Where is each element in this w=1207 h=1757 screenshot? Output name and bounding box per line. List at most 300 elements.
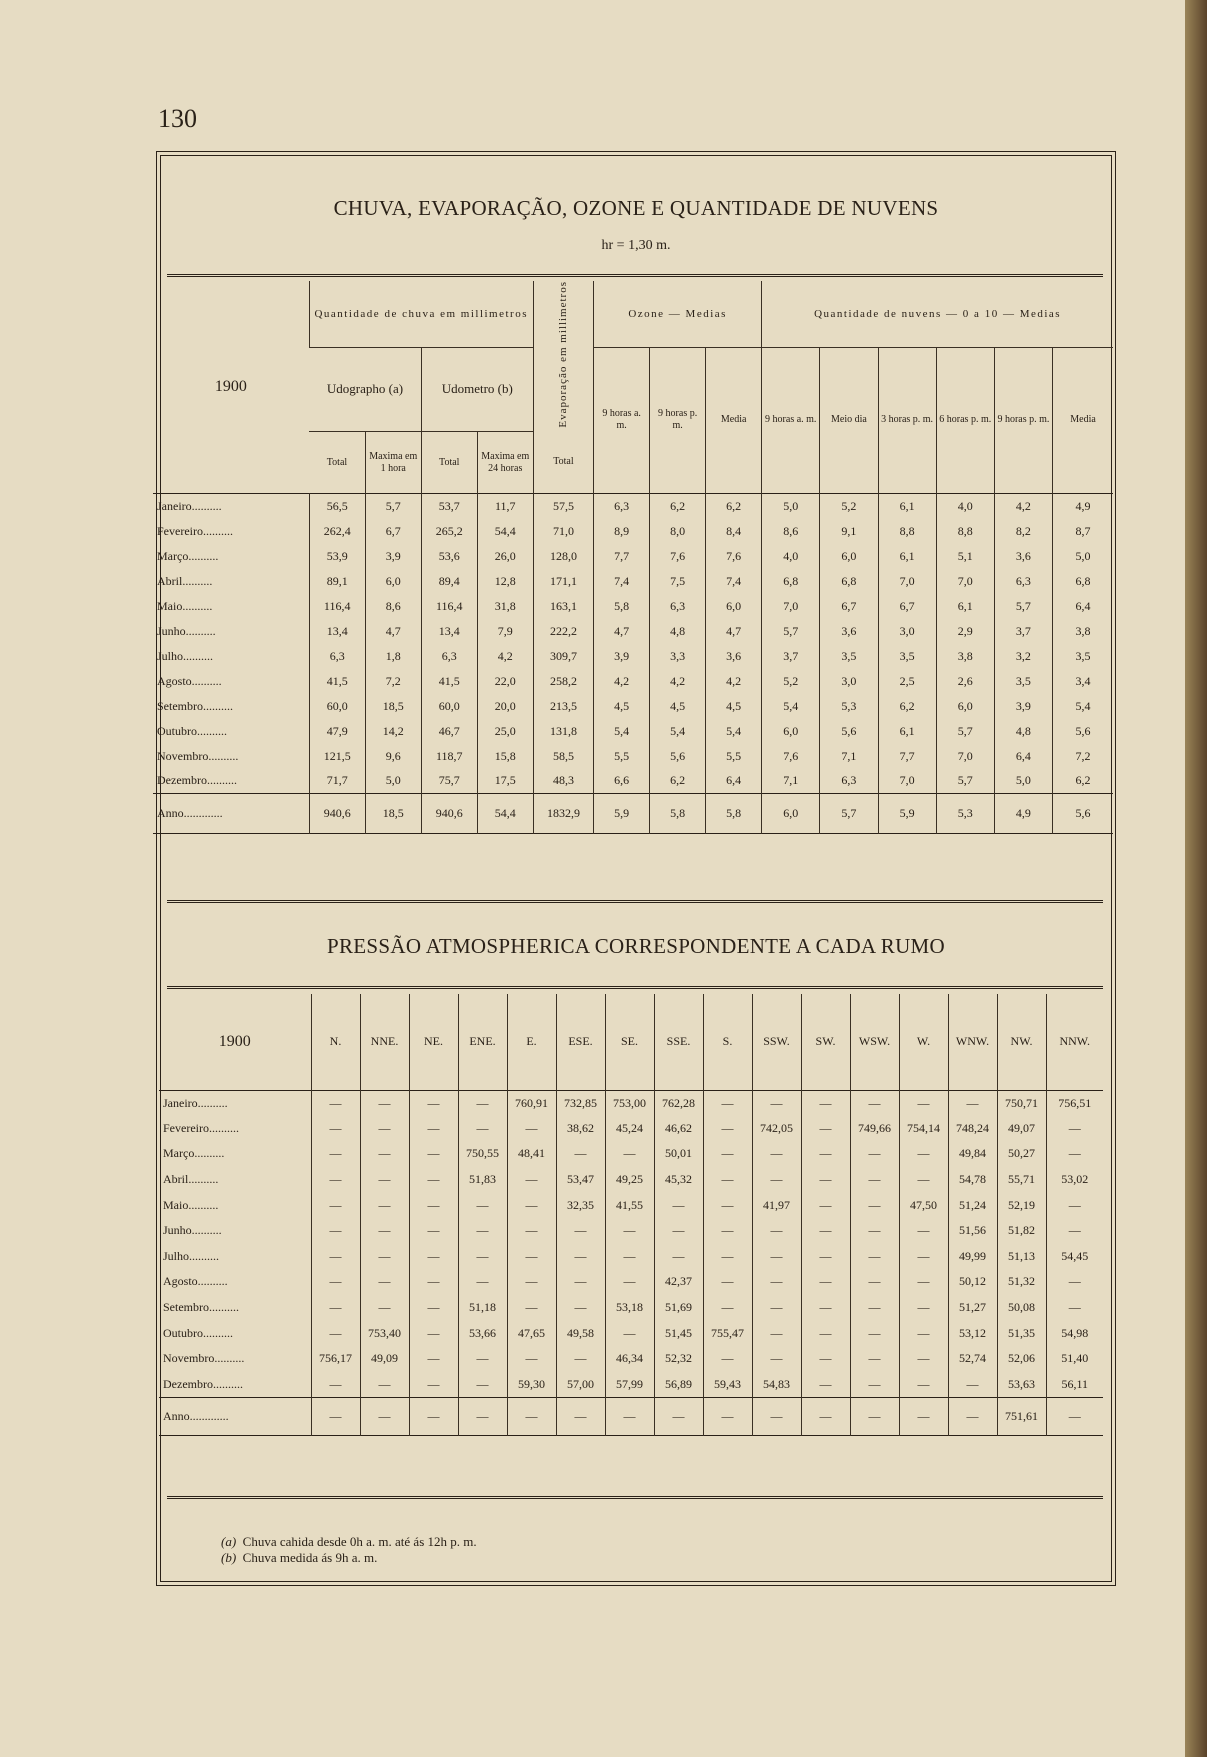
clouds-noon-header: Meio dia: [820, 347, 878, 494]
value-cell: —: [703, 1192, 752, 1218]
value-cell: —: [801, 1295, 850, 1321]
value-cell: 53,6: [421, 544, 477, 569]
direction-header: SSW.: [752, 994, 801, 1090]
value-cell: 4,2: [994, 494, 1052, 519]
value-cell: 13,4: [421, 619, 477, 644]
value-cell: —: [605, 1320, 654, 1346]
value-cell: 75,7: [421, 769, 477, 794]
value-cell: 5,0: [365, 769, 421, 794]
value-cell: —: [703, 1295, 752, 1321]
value-cell: 89,4: [421, 569, 477, 594]
value-cell: 46,62: [654, 1116, 703, 1142]
value-cell: —: [752, 1218, 801, 1244]
value-cell: 7,0: [936, 744, 994, 769]
value-cell: —: [801, 1372, 850, 1398]
value-cell: 51,24: [948, 1192, 997, 1218]
value-cell: 3,3: [650, 644, 706, 669]
value-cell: 5,4: [706, 719, 762, 744]
value-cell: 89,1: [309, 569, 365, 594]
value-cell: —: [1046, 1141, 1103, 1167]
value-cell: 12,8: [477, 569, 533, 594]
month-label: Anno.............: [157, 806, 223, 821]
value-cell: 53,18: [605, 1295, 654, 1321]
rain-row: [153, 644, 1113, 669]
clouds-header: Quantidade de nuvens — 0 a 10 — Medias: [762, 281, 1113, 347]
value-cell: 6,7: [878, 594, 936, 619]
value-cell: —: [703, 1397, 752, 1435]
value-cell: 5,0: [994, 769, 1052, 794]
value-cell: 6,2: [706, 494, 762, 519]
value-cell: 265,2: [421, 519, 477, 544]
value-cell: —: [899, 1244, 948, 1270]
value-cell: 3,8: [1053, 619, 1113, 644]
value-cell: —: [311, 1244, 360, 1270]
value-cell: 53,9: [309, 544, 365, 569]
value-cell: —: [360, 1167, 409, 1193]
value-cell: 31,8: [477, 594, 533, 619]
value-cell: 20,0: [477, 694, 533, 719]
value-cell: —: [703, 1116, 752, 1142]
value-cell: 9,6: [365, 744, 421, 769]
value-cell: 3,9: [994, 694, 1052, 719]
value-cell: 5,7: [936, 719, 994, 744]
value-cell: —: [850, 1244, 899, 1270]
value-cell: —: [850, 1192, 899, 1218]
value-cell: 5,8: [706, 794, 762, 834]
value-cell: 4,2: [706, 669, 762, 694]
value-cell: —: [899, 1295, 948, 1321]
value-cell: —: [556, 1397, 605, 1435]
value-cell: —: [899, 1372, 948, 1398]
value-cell: 7,4: [594, 569, 650, 594]
clouds-9am-header: 9 horas a. m.: [762, 347, 820, 494]
month-label: Dezembro..........: [157, 773, 237, 788]
direction-header: ENE.: [458, 994, 507, 1090]
direction-header: E.: [507, 994, 556, 1090]
value-cell: 213,5: [533, 694, 593, 719]
value-cell: —: [703, 1269, 752, 1295]
value-cell: —: [1046, 1269, 1103, 1295]
clouds-3pm-header: 3 horas p. m.: [878, 347, 936, 494]
value-cell: 6,2: [878, 694, 936, 719]
evaporation-header: Evaporação em millimetros: [533, 281, 593, 432]
value-cell: 4,5: [650, 694, 706, 719]
value-cell: 54,45: [1046, 1244, 1103, 1270]
value-cell: 56,11: [1046, 1372, 1103, 1398]
value-cell: 6,0: [936, 694, 994, 719]
value-cell: 14,2: [365, 719, 421, 744]
evaporation-total-header: Total: [533, 432, 593, 494]
month-label: Julho..........: [157, 648, 214, 663]
value-cell: 1832,9: [533, 794, 593, 834]
value-cell: 50,08: [997, 1295, 1046, 1321]
value-cell: 3,0: [820, 669, 878, 694]
value-cell: —: [899, 1218, 948, 1244]
value-cell: —: [311, 1218, 360, 1244]
value-cell: 6,4: [706, 769, 762, 794]
pressure-total-row: [159, 1397, 1103, 1435]
value-cell: 754,14: [899, 1116, 948, 1142]
value-cell: 53,12: [948, 1320, 997, 1346]
value-cell: 11,7: [477, 494, 533, 519]
value-cell: 41,5: [421, 669, 477, 694]
value-cell: 6,8: [820, 569, 878, 594]
value-cell: 50,27: [997, 1141, 1046, 1167]
value-cell: 3,6: [706, 644, 762, 669]
value-cell: 54,78: [948, 1167, 997, 1193]
value-cell: —: [507, 1116, 556, 1142]
value-cell: 7,7: [878, 744, 936, 769]
value-cell: 6,0: [762, 719, 820, 744]
value-cell: 5,2: [820, 494, 878, 519]
rain-row: [153, 719, 1113, 744]
direction-header: SE.: [605, 994, 654, 1090]
direction-header: WSW.: [850, 994, 899, 1090]
value-cell: 4,8: [994, 719, 1052, 744]
value-cell: 25,0: [477, 719, 533, 744]
month-label: Fevereiro..........: [157, 523, 233, 538]
direction-header: WNW.: [948, 994, 997, 1090]
value-cell: —: [703, 1244, 752, 1270]
divider: [167, 1496, 1103, 1499]
value-cell: 56,5: [309, 494, 365, 519]
value-cell: 51,32: [997, 1269, 1046, 1295]
value-cell: 7,1: [820, 744, 878, 769]
value-cell: 3,7: [762, 644, 820, 669]
pressure-row: [159, 1244, 1103, 1270]
month-label: Dezembro..........: [163, 1376, 243, 1391]
month-label: Abril..........: [157, 573, 213, 588]
rain-row: [153, 494, 1113, 519]
month-label: Outubro..........: [163, 1325, 233, 1340]
clouds-9pm-header: 9 horas p. m.: [994, 347, 1052, 494]
value-cell: —: [850, 1090, 899, 1116]
value-cell: 8,9: [594, 519, 650, 544]
value-cell: 52,74: [948, 1346, 997, 1372]
value-cell: 5,6: [1053, 719, 1113, 744]
value-cell: —: [311, 1269, 360, 1295]
value-cell: 5,7: [762, 619, 820, 644]
value-cell: 6,7: [820, 594, 878, 619]
value-cell: 6,1: [936, 594, 994, 619]
value-cell: —: [850, 1295, 899, 1321]
pressure-row: [159, 1269, 1103, 1295]
value-cell: 7,5: [650, 569, 706, 594]
value-cell: —: [654, 1244, 703, 1270]
page-number: 130: [158, 104, 197, 133]
value-cell: —: [605, 1141, 654, 1167]
value-cell: —: [458, 1244, 507, 1270]
value-cell: —: [507, 1244, 556, 1270]
value-cell: —: [801, 1141, 850, 1167]
value-cell: 4,8: [650, 619, 706, 644]
value-cell: 45,32: [654, 1167, 703, 1193]
value-cell: 6,7: [365, 519, 421, 544]
value-cell: 5,4: [762, 694, 820, 719]
month-label: Anno.............: [163, 1408, 229, 1423]
pressure-year-label: 1900: [218, 1032, 251, 1050]
value-cell: 3,5: [820, 644, 878, 669]
value-cell: 940,6: [421, 794, 477, 834]
value-cell: 51,35: [997, 1320, 1046, 1346]
value-cell: —: [311, 1141, 360, 1167]
value-cell: 2,5: [878, 669, 936, 694]
value-cell: 52,19: [997, 1192, 1046, 1218]
value-cell: 6,2: [1053, 769, 1113, 794]
value-cell: 5,8: [650, 794, 706, 834]
value-cell: —: [360, 1090, 409, 1116]
value-cell: 53,7: [421, 494, 477, 519]
value-cell: 46,34: [605, 1346, 654, 1372]
value-cell: 7,6: [706, 544, 762, 569]
value-cell: 4,7: [365, 619, 421, 644]
value-cell: —: [850, 1346, 899, 1372]
value-cell: 54,98: [1046, 1320, 1103, 1346]
value-cell: —: [360, 1192, 409, 1218]
value-cell: —: [360, 1397, 409, 1435]
udographo-max1-header: Maxima em 1 hora: [365, 432, 421, 494]
value-cell: 5,3: [936, 794, 994, 834]
value-cell: —: [458, 1218, 507, 1244]
value-cell: 750,71: [997, 1090, 1046, 1116]
value-cell: 755,47: [703, 1320, 752, 1346]
month-label: Abril..........: [163, 1172, 219, 1187]
value-cell: 5,4: [594, 719, 650, 744]
value-cell: —: [409, 1295, 458, 1321]
value-cell: 4,7: [594, 619, 650, 644]
tables-frame: [157, 155, 1112, 1582]
direction-header: W.: [899, 994, 948, 1090]
value-cell: —: [703, 1141, 752, 1167]
value-cell: 762,28: [654, 1090, 703, 1116]
value-cell: —: [458, 1192, 507, 1218]
value-cell: 6,0: [706, 594, 762, 619]
value-cell: 50,01: [654, 1141, 703, 1167]
value-cell: —: [556, 1244, 605, 1270]
value-cell: 6,0: [365, 569, 421, 594]
value-cell: 3,5: [878, 644, 936, 669]
value-cell: 3,9: [365, 544, 421, 569]
rain-row: [153, 544, 1113, 569]
clouds-media-header: Media: [1053, 347, 1113, 494]
value-cell: 4,2: [650, 669, 706, 694]
value-cell: 3,7: [994, 619, 1052, 644]
value-cell: 7,0: [878, 569, 936, 594]
pressure-table: [159, 994, 1103, 1436]
value-cell: —: [409, 1167, 458, 1193]
value-cell: 49,84: [948, 1141, 997, 1167]
value-cell: —: [899, 1269, 948, 1295]
rain-total-row: [153, 794, 1113, 834]
value-cell: —: [556, 1295, 605, 1321]
month-label: Maio..........: [163, 1197, 219, 1212]
value-cell: 6,8: [1053, 569, 1113, 594]
value-cell: 5,0: [1053, 544, 1113, 569]
value-cell: 51,40: [1046, 1346, 1103, 1372]
divider: [167, 274, 1103, 277]
value-cell: 6,3: [594, 494, 650, 519]
value-cell: 5,9: [594, 794, 650, 834]
value-cell: 4,0: [762, 544, 820, 569]
value-cell: 6,4: [994, 744, 1052, 769]
value-cell: 4,5: [594, 694, 650, 719]
value-cell: —: [311, 1397, 360, 1435]
rain-row: [153, 769, 1113, 794]
value-cell: 118,7: [421, 744, 477, 769]
value-cell: 128,0: [533, 544, 593, 569]
value-cell: 4,2: [477, 644, 533, 669]
value-cell: —: [311, 1167, 360, 1193]
value-cell: 756,17: [311, 1346, 360, 1372]
value-cell: —: [409, 1397, 458, 1435]
divider: [167, 986, 1103, 989]
value-cell: 4,9: [994, 794, 1052, 834]
value-cell: 56,89: [654, 1372, 703, 1398]
value-cell: 116,4: [421, 594, 477, 619]
value-cell: 5,1: [936, 544, 994, 569]
udometro-total-header: Total: [421, 432, 477, 494]
value-cell: 6,1: [878, 544, 936, 569]
value-cell: 5,7: [365, 494, 421, 519]
value-cell: 18,5: [365, 794, 421, 834]
value-cell: 6,6: [594, 769, 650, 794]
value-cell: —: [360, 1218, 409, 1244]
ozone-9pm-header: 9 horas p. m.: [650, 347, 706, 494]
value-cell: 4,0: [936, 494, 994, 519]
value-cell: —: [703, 1218, 752, 1244]
value-cell: —: [752, 1141, 801, 1167]
value-cell: 753,00: [605, 1090, 654, 1116]
value-cell: 5,9: [878, 794, 936, 834]
value-cell: 7,7: [594, 544, 650, 569]
value-cell: —: [311, 1090, 360, 1116]
value-cell: —: [458, 1269, 507, 1295]
value-cell: —: [752, 1167, 801, 1193]
value-cell: —: [409, 1116, 458, 1142]
ozone-header: Ozone — Medias: [594, 281, 762, 347]
value-cell: —: [605, 1244, 654, 1270]
pressure-row: [159, 1192, 1103, 1218]
value-cell: —: [409, 1141, 458, 1167]
value-cell: 6,1: [878, 494, 936, 519]
value-cell: 51,83: [458, 1167, 507, 1193]
value-cell: 732,85: [556, 1090, 605, 1116]
value-cell: 60,0: [421, 694, 477, 719]
direction-header: SSE.: [654, 994, 703, 1090]
value-cell: —: [360, 1269, 409, 1295]
value-cell: 750,55: [458, 1141, 507, 1167]
rain-row: [153, 744, 1113, 769]
value-cell: —: [801, 1116, 850, 1142]
month-label: Junho..........: [157, 623, 216, 638]
pressure-row: [159, 1320, 1103, 1346]
value-cell: 4,9: [1053, 494, 1113, 519]
value-cell: 15,8: [477, 744, 533, 769]
value-cell: 748,24: [948, 1116, 997, 1142]
value-cell: 2,9: [936, 619, 994, 644]
value-cell: —: [360, 1244, 409, 1270]
pressure-row: [159, 1167, 1103, 1193]
value-cell: 116,4: [309, 594, 365, 619]
value-cell: 6,0: [820, 544, 878, 569]
value-cell: 5,7: [820, 794, 878, 834]
value-cell: 49,09: [360, 1346, 409, 1372]
value-cell: 760,91: [507, 1090, 556, 1116]
value-cell: 41,55: [605, 1192, 654, 1218]
value-cell: 51,82: [997, 1218, 1046, 1244]
value-cell: 7,0: [762, 594, 820, 619]
value-cell: 57,5: [533, 494, 593, 519]
value-cell: 7,6: [650, 544, 706, 569]
value-cell: —: [850, 1269, 899, 1295]
value-cell: 131,8: [533, 719, 593, 744]
value-cell: 8,8: [878, 519, 936, 544]
value-cell: —: [654, 1218, 703, 1244]
value-cell: —: [605, 1397, 654, 1435]
ozone-9am-header: 9 horas a. m.: [594, 347, 650, 494]
direction-header: NNW.: [1046, 994, 1103, 1090]
value-cell: 3,4: [1053, 669, 1113, 694]
value-cell: 38,62: [556, 1116, 605, 1142]
value-cell: —: [850, 1372, 899, 1398]
month-label: Setembro..........: [163, 1300, 239, 1315]
value-cell: —: [801, 1320, 850, 1346]
page-edge: [1185, 0, 1207, 1757]
value-cell: 6,0: [762, 794, 820, 834]
value-cell: 7,2: [1053, 744, 1113, 769]
value-cell: —: [1046, 1116, 1103, 1142]
value-cell: 749,66: [850, 1116, 899, 1142]
rain-row: [153, 669, 1113, 694]
value-cell: 6,3: [820, 769, 878, 794]
value-cell: —: [1046, 1295, 1103, 1321]
value-cell: 7,6: [762, 744, 820, 769]
value-cell: 71,7: [309, 769, 365, 794]
value-cell: 59,30: [507, 1372, 556, 1398]
value-cell: 756,51: [1046, 1090, 1103, 1116]
table1-subtitle: hr = 1,30 m.: [601, 238, 671, 253]
footnote-a: (a) Chuva cahida desde 0h a. m. até ás 12h p. m.: [221, 1534, 477, 1549]
value-cell: 222,2: [533, 619, 593, 644]
value-cell: 47,9: [309, 719, 365, 744]
value-cell: —: [360, 1141, 409, 1167]
month-label: Setembro..........: [157, 698, 233, 713]
value-cell: 58,5: [533, 744, 593, 769]
month-label: Julho..........: [163, 1248, 220, 1263]
value-cell: 751,61: [997, 1397, 1046, 1435]
udometro-max24-header: Maxima em 24 horas: [477, 432, 533, 494]
value-cell: —: [752, 1320, 801, 1346]
value-cell: 4,2: [594, 669, 650, 694]
value-cell: 57,00: [556, 1372, 605, 1398]
value-cell: 55,71: [997, 1167, 1046, 1193]
table1-title: CHUVA, EVAPORAÇÃO, OZONE E QUANTIDADE DE NUVENS: [333, 196, 939, 220]
value-cell: 940,6: [309, 794, 365, 834]
value-cell: 47,50: [899, 1192, 948, 1218]
value-cell: 26,0: [477, 544, 533, 569]
clouds-6pm-header: 6 horas p. m.: [936, 347, 994, 494]
value-cell: 8,4: [706, 519, 762, 544]
value-cell: 5,4: [650, 719, 706, 744]
value-cell: 6,2: [650, 494, 706, 519]
value-cell: 3,6: [994, 544, 1052, 569]
value-cell: 8,6: [365, 594, 421, 619]
value-cell: —: [507, 1218, 556, 1244]
month-label: Fevereiro..........: [163, 1120, 239, 1135]
value-cell: 5,0: [762, 494, 820, 519]
month-label: Outubro..........: [157, 723, 227, 738]
value-cell: 258,2: [533, 669, 593, 694]
